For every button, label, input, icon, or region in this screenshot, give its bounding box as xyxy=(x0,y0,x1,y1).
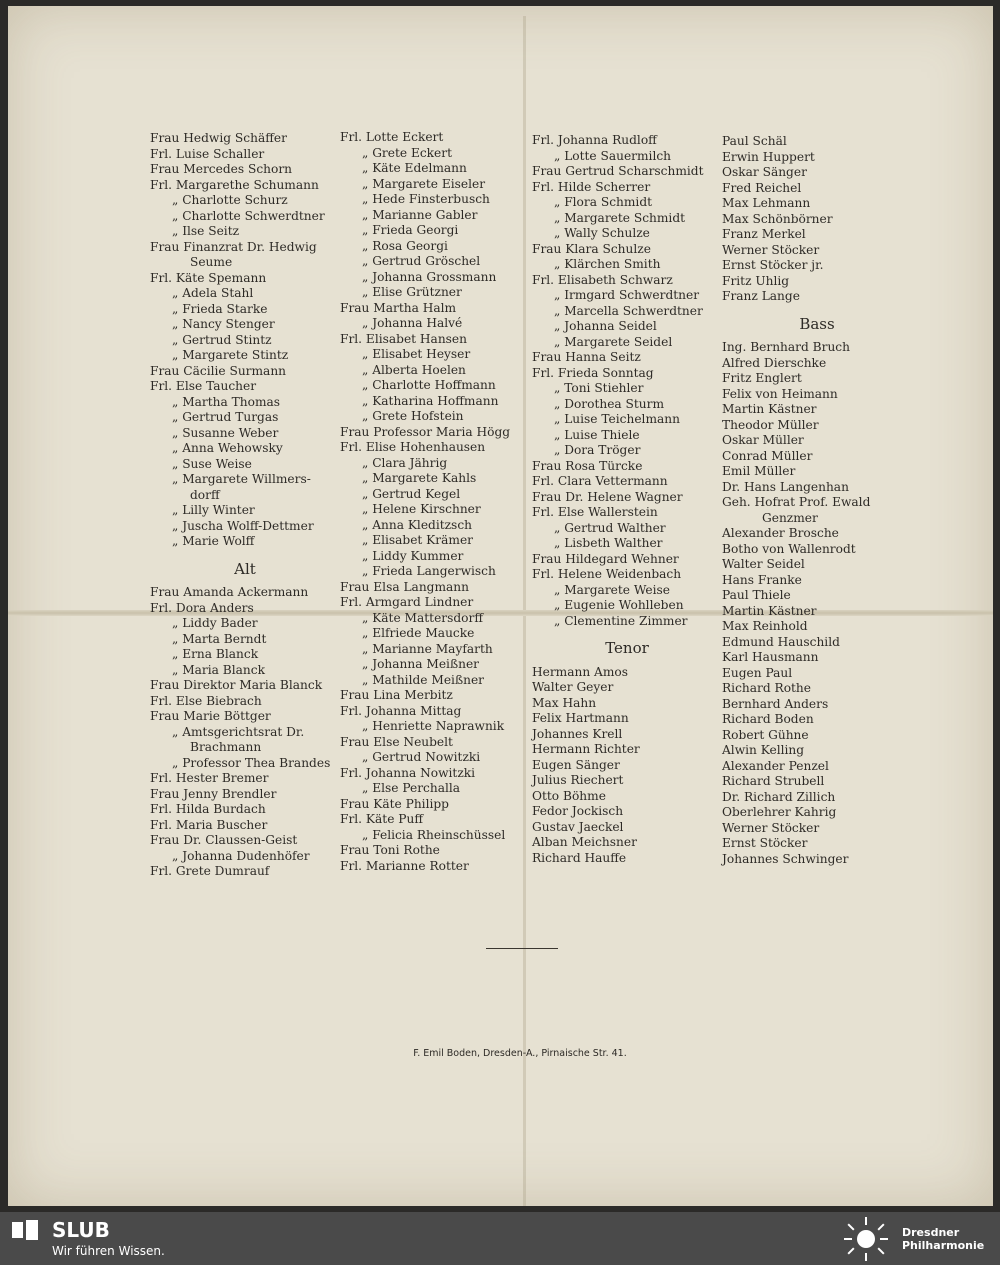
name-line: Frl. Johanna Mittag xyxy=(340,703,462,718)
name-line: Frl. Johanna Rudloff xyxy=(532,133,657,147)
name-line: „ Lisbeth Walther xyxy=(554,536,663,550)
name-line: „ Margarete Seidel xyxy=(554,334,673,349)
name-line: Fred Reichel xyxy=(722,180,802,195)
divider-rule xyxy=(486,948,558,949)
name-line: „ Ilse Seitz xyxy=(172,224,240,238)
name-line: „ Lotte Sauermilch xyxy=(554,148,672,163)
philharmonie-line-2: Philharmonie xyxy=(902,1239,985,1252)
name-line: „ Katharina Hoffmann xyxy=(362,393,499,408)
name-line: Paul Schäl xyxy=(722,134,787,148)
name-line: „ Margarete Weise xyxy=(554,582,670,597)
name-line: „ Johanna Dudenhöfer xyxy=(172,848,310,863)
name-line: „ Gertrud Nowitzki xyxy=(362,750,481,764)
name-line: „ Hede Finsterbusch xyxy=(362,192,490,206)
name-line: Otto Böhme xyxy=(532,788,606,803)
name-line: Frau Dr. Claussen-Geist xyxy=(150,833,298,847)
name-line: Frl. Dora Anders xyxy=(150,600,254,615)
name-line: „ Margarete Eiseler xyxy=(362,176,486,191)
name-line: Alban Meichsner xyxy=(532,835,637,849)
name-line: Frau Marie Böttger xyxy=(150,709,271,723)
name-line: Frau Klara Schulze xyxy=(532,241,651,256)
name-line: Hermann Amos xyxy=(532,664,629,679)
name-line: „ Margarete Kahls xyxy=(362,471,477,485)
name-line: „ Luise Thiele xyxy=(554,427,640,442)
name-line: „ Elisabet Krämer xyxy=(362,533,473,547)
name-line: „ Clara Jährig xyxy=(362,455,448,470)
philharmonie-line-1: Dresdner xyxy=(902,1226,960,1239)
name-line: Brachmann xyxy=(190,740,262,754)
name-line: „ Elise Grützner xyxy=(362,285,462,299)
name-line: „ Grete Hofstein xyxy=(362,409,464,423)
name-line: Richard Rothe xyxy=(722,681,811,695)
name-line: Fedor Jockisch xyxy=(532,804,624,818)
name-line: „ Marianne Gabler xyxy=(362,207,478,222)
name-line: Alexander Penzel xyxy=(722,758,829,773)
name-line: Ernst Stöcker xyxy=(722,836,808,850)
name-line: Oskar Sänger xyxy=(722,165,807,179)
name-line: Paul Thiele xyxy=(722,588,791,602)
name-line: „ Felicia Rheinschüssel xyxy=(362,827,506,842)
name-line: Frl. Käte Spemann xyxy=(150,270,267,285)
name-line: Frl. Armgard Lindner xyxy=(340,595,474,609)
name-line: Oberlehrer Kahrig xyxy=(722,805,837,819)
name-line: „ Frieda Georgi xyxy=(362,223,459,237)
name-line: „ Elfriede Maucke xyxy=(362,626,475,640)
name-line: „ Flora Schmidt xyxy=(554,195,653,209)
name-line: Frl. Else Wallerstein xyxy=(532,505,658,519)
name-line: Frau Hanna Seitz xyxy=(532,350,641,364)
name-line: „ Marie Wolff xyxy=(172,534,255,548)
footer-bar xyxy=(0,1212,1000,1265)
name-line: Frau Gertrud Scharschmidt xyxy=(532,164,704,178)
name-line: Frau Else Neubelt xyxy=(340,734,453,749)
name-line: „ Professor Thea Brandes xyxy=(172,755,331,770)
name-line: „ Marianne Mayfarth xyxy=(362,641,493,656)
name-line: Theodor Müller xyxy=(722,417,819,432)
name-line: Frl. Elise Hohenhausen xyxy=(340,440,486,454)
name-line: Eugen Paul xyxy=(722,665,793,680)
name-line: „ Lilly Winter xyxy=(172,503,255,517)
name-line: Frl. Else Taucher xyxy=(150,379,257,393)
name-line: „ Frieda Starke xyxy=(172,301,268,316)
name-line: Frl. Margarethe Schumann xyxy=(150,177,319,192)
name-line: „ Grete Eckert xyxy=(362,145,452,160)
name-line: Alfred Dierschke xyxy=(722,355,827,370)
name-line: „ Helene Kirschner xyxy=(362,502,481,516)
name-line: Conrad Müller xyxy=(722,448,813,463)
name-line: Werner Stöcker xyxy=(722,820,820,835)
name-line: Frau Rosa Türcke xyxy=(532,458,643,473)
name-line: „ Suse Weise xyxy=(172,456,252,471)
name-line: Frl. Elisabeth Schwarz xyxy=(532,272,673,287)
name-line: Frau Elsa Langmann xyxy=(340,579,469,594)
name-line: „ Erna Blanck xyxy=(172,647,259,661)
name-line: Frl. Marianne Rotter xyxy=(340,858,469,873)
name-line: „ Mathilde Meißner xyxy=(362,672,484,687)
name-line: Karl Hausmann xyxy=(722,650,819,664)
name-line: Max Reinhold xyxy=(722,619,808,633)
section-heading: Tenor xyxy=(605,639,649,657)
name-line: „ Charlotte Schwerdtner xyxy=(172,208,325,223)
name-line: Richard Hauffe xyxy=(532,850,627,865)
name-line: „ Susanne Weber xyxy=(172,425,279,440)
name-line: Hans Franke xyxy=(722,572,802,587)
name-line: Frl. Käte Puff xyxy=(340,812,423,826)
name-line: Oskar Müller xyxy=(722,433,804,447)
name-line: „ Anna Wehowsky xyxy=(172,441,283,455)
name-line: Frau Jenny Brendler xyxy=(150,786,277,801)
name-line: „ Marta Berndt xyxy=(172,631,267,646)
name-line: Frau Hedwig Schäffer xyxy=(150,131,287,145)
name-line: Botho von Wallenrodt xyxy=(722,541,856,556)
name-line: „ Johanna Grossmann xyxy=(362,269,497,284)
name-line: Frau Mercedes Schorn xyxy=(150,162,293,176)
name-line: Franz Merkel xyxy=(722,227,806,241)
slub-logo-icon xyxy=(12,1220,38,1240)
name-line: Frl. Hester Bremer xyxy=(150,771,269,785)
name-line: „ Henriette Naprawnik xyxy=(362,719,505,733)
name-line: „ Alberta Hoelen xyxy=(362,362,466,377)
name-line: „ Käte Mattersdorff xyxy=(362,610,484,625)
name-line: „ Gertrud Turgas xyxy=(172,410,279,424)
name-line: „ Elisabet Heyser xyxy=(362,347,471,361)
name-line: „ Liddy Kummer xyxy=(362,548,464,563)
name-line: Geh. Hofrat Prof. Ewald xyxy=(722,495,871,509)
name-line: „ Martha Thomas xyxy=(172,394,281,409)
name-line: „ Gertrud Gröschel xyxy=(362,254,481,268)
name-line: Bernhard Anders xyxy=(722,696,829,711)
name-line: „ Maria Blanck xyxy=(172,662,265,677)
name-line: Werner Stöcker xyxy=(722,242,820,257)
name-line: Johannes Schwinger xyxy=(722,851,849,866)
name-line: Frl. Frieda Sonntag xyxy=(532,365,654,380)
name-line: Eugen Sänger xyxy=(532,757,620,772)
name-line: Edmund Hauschild xyxy=(722,634,840,649)
name-line: Max Schönbörner xyxy=(722,211,833,226)
name-line: Frau Lina Merbitz xyxy=(340,688,453,702)
name-line: Frl. Grete Dumrauf xyxy=(150,864,270,878)
name-line: „ Johanna Seidel xyxy=(554,319,657,333)
column-4 xyxy=(722,134,912,867)
name-line: Felix Hartmann xyxy=(532,711,629,725)
name-line: „ Rosa Georgi xyxy=(362,238,448,253)
name-line: „ Gertrud Walther xyxy=(554,520,666,535)
name-line: Alexander Brosche xyxy=(722,526,839,540)
name-line: „ Toni Stiehler xyxy=(554,381,644,395)
name-line: Dr. Richard Zillich xyxy=(722,789,836,804)
name-line: „ Margarete Stintz xyxy=(172,348,289,362)
name-line: „ Margarete Willmers- xyxy=(172,472,311,486)
name-line: Robert Gühne xyxy=(722,727,809,742)
name-line: Frau Direktor Maria Blanck xyxy=(150,678,323,692)
name-line: „ Gertrud Stintz xyxy=(172,332,272,347)
name-line: Frau Martha Halm xyxy=(340,300,457,315)
name-line: Frl. Helene Weidenbach xyxy=(532,567,682,581)
name-line: „ Else Perchalla xyxy=(362,781,461,795)
name-line: Richard Boden xyxy=(722,712,814,726)
name-line: „ Nancy Stenger xyxy=(172,317,275,331)
name-line: „ Margarete Schmidt xyxy=(554,210,686,225)
philharmonie-logo-icon xyxy=(842,1216,890,1262)
name-line: Frl. Clara Vettermann xyxy=(532,474,668,488)
name-line: „ Frieda Langerwisch xyxy=(362,564,496,578)
name-line: „ Amtsgerichtsrat Dr. xyxy=(172,724,305,739)
name-line: „ Käte Edelmann xyxy=(362,161,467,175)
section-heading: Bass xyxy=(799,314,835,333)
name-line: Franz Lange xyxy=(722,289,800,303)
name-line: Emil Müller xyxy=(722,464,796,478)
name-line: Walter Geyer xyxy=(532,680,614,694)
name-line: Seume xyxy=(190,255,233,269)
name-line: Fritz Englert xyxy=(722,371,802,385)
name-line: Hermann Richter xyxy=(532,742,640,756)
name-line: Frau Professor Maria Högg xyxy=(340,424,511,439)
name-line: Richard Strubell xyxy=(722,774,825,788)
name-line: Frau Amanda Ackermann xyxy=(150,585,309,599)
name-line: Frl. Elisabet Hansen xyxy=(340,331,467,346)
name-line: Ernst Stöcker jr. xyxy=(722,258,824,272)
name-line: Frl. Luise Schaller xyxy=(150,146,265,161)
name-line: Frau Finanzrat Dr. Hedwig xyxy=(150,239,317,254)
name-line: Frl. Maria Buscher xyxy=(150,817,268,832)
name-line: Frau Cäcilie Surmann xyxy=(150,363,287,378)
name-line: Frl. Lotte Eckert xyxy=(340,130,444,144)
name-line: „ Johanna Meißner xyxy=(362,657,479,671)
name-line: „ Marcella Schwerdtner xyxy=(554,303,703,318)
name-line: Alwin Kelling xyxy=(722,743,805,757)
name-line: „ Johanna Halvé xyxy=(362,316,463,330)
name-line: Frau Dr. Helene Wagner xyxy=(532,489,683,504)
name-line: „ Dora Tröger xyxy=(554,443,641,457)
name-line: Felix von Heimann xyxy=(722,386,838,401)
name-line: „ Charlotte Hoffmann xyxy=(362,378,496,392)
name-line: Max Lehmann xyxy=(722,196,811,210)
name-line: „ Wally Schulze xyxy=(554,226,650,240)
name-line: Max Hahn xyxy=(532,695,597,710)
name-line: Frl. Hilde Scherrer xyxy=(532,179,651,194)
name-line: Ing. Bernhard Bruch xyxy=(722,340,850,354)
name-line: Frau Toni Rothe xyxy=(340,843,440,857)
name-line: „ Liddy Bader xyxy=(172,616,258,630)
name-line: Erwin Huppert xyxy=(722,149,815,164)
name-line: „ Juscha Wolff-Dettmer xyxy=(172,518,314,533)
name-line: Frau Hildegard Wehner xyxy=(532,551,679,566)
name-line: „ Clementine Zimmer xyxy=(554,613,688,628)
name-line: „ Dorothea Sturm xyxy=(554,396,665,411)
name-line: „ Irmgard Schwerdtner xyxy=(554,288,700,302)
name-line: Frl. Hilda Burdach xyxy=(150,802,266,816)
column-1 xyxy=(150,131,340,880)
section-heading: Alt xyxy=(234,559,256,578)
name-line: „ Luise Teichelmann xyxy=(554,412,680,426)
name-line: Frl. Johanna Nowitzki xyxy=(340,765,476,780)
name-line: Martin Kästner xyxy=(722,603,817,618)
column-2 xyxy=(340,130,530,874)
name-line: „ Gertrud Kegel xyxy=(362,486,461,501)
name-line: Julius Riechert xyxy=(532,773,624,787)
name-line: Frl. Else Biebrach xyxy=(150,693,262,708)
name-line: dorff xyxy=(190,487,220,502)
name-line: „ Anna Kleditzsch xyxy=(362,517,472,532)
name-line: „ Klärchen Smith xyxy=(554,257,661,271)
name-line: Frau Käte Philipp xyxy=(340,796,449,811)
name-line: Martin Kästner xyxy=(722,402,817,416)
name-line: „ Adela Stahl xyxy=(172,286,254,300)
slub-tagline: Wir führen Wissen. xyxy=(52,1244,165,1258)
printer-imprint: F. Emil Boden, Dresden-A., Pirnaische Str. 41. xyxy=(413,1048,627,1059)
name-line: „ Charlotte Schurz xyxy=(172,193,288,207)
name-line: Gustav Jaeckel xyxy=(532,819,624,834)
philharmonie-name xyxy=(902,1226,984,1252)
name-line: Genzmer xyxy=(762,510,818,525)
name-line: Dr. Hans Langenhan xyxy=(722,479,849,494)
slub-title: SLUB xyxy=(52,1218,110,1242)
column-3 xyxy=(532,133,722,866)
name-line: „ Eugenie Wohlleben xyxy=(554,598,684,612)
name-line: Walter Seidel xyxy=(722,557,805,571)
name-line: Fritz Uhlig xyxy=(722,273,790,288)
name-line: Johannes Krell xyxy=(532,726,623,741)
